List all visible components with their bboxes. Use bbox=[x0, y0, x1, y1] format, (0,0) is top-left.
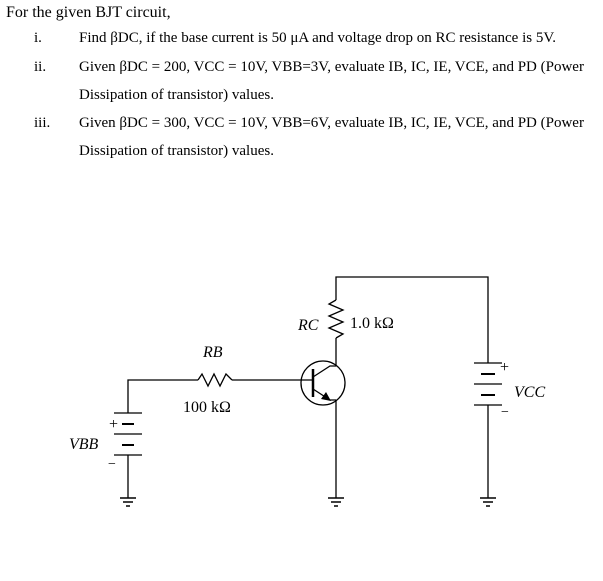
question-2-text-line1: Given βDC = 200, VCC = 10V, VBB=3V, evaluate IB, IC, IE, VCE, and PD (Power bbox=[79, 59, 584, 75]
transistor-emitter-arrow bbox=[321, 392, 331, 401]
rb-resistor bbox=[198, 374, 232, 386]
rb-value-label: 100 kΩ bbox=[183, 399, 231, 416]
question-3-text-line1: Given βDC = 300, VCC = 10V, VBB=6V, evaluate IB, IC, IE, VCE, and PD (Power bbox=[79, 115, 584, 131]
rc-value-label: 1.0 kΩ bbox=[350, 315, 394, 332]
rc-symbol-label: RC bbox=[298, 317, 319, 334]
question-1-text: Find βDC, if the base current is 50 μA and voltage drop on RC resistance is 5V. bbox=[79, 30, 556, 46]
ground-emitter bbox=[328, 498, 344, 506]
ground-vcc bbox=[480, 498, 496, 506]
question-2-text-line2: Dissipation of transistor) values. bbox=[79, 87, 274, 103]
question-2-number: ii. bbox=[34, 59, 47, 75]
vcc-minus-sign: − bbox=[501, 405, 509, 420]
rb-symbol-label: RB bbox=[203, 344, 223, 361]
vcc-plus-sign: + bbox=[500, 359, 510, 376]
question-1-number: i. bbox=[34, 30, 42, 46]
transistor-collector-leg bbox=[313, 366, 336, 377]
problem-intro: For the given BJT circuit, bbox=[6, 4, 171, 21]
rc-resistor bbox=[329, 300, 343, 338]
vcc-label: VCC bbox=[514, 384, 546, 401]
question-3-number: iii. bbox=[34, 115, 51, 131]
vbb-minus-sign: − bbox=[108, 457, 116, 472]
vbb-plus-sign: + bbox=[109, 416, 119, 433]
vbb-label: VBB bbox=[69, 436, 99, 453]
ground-vbb bbox=[120, 498, 136, 506]
question-3-text-line2: Dissipation of transistor) values. bbox=[79, 143, 274, 159]
